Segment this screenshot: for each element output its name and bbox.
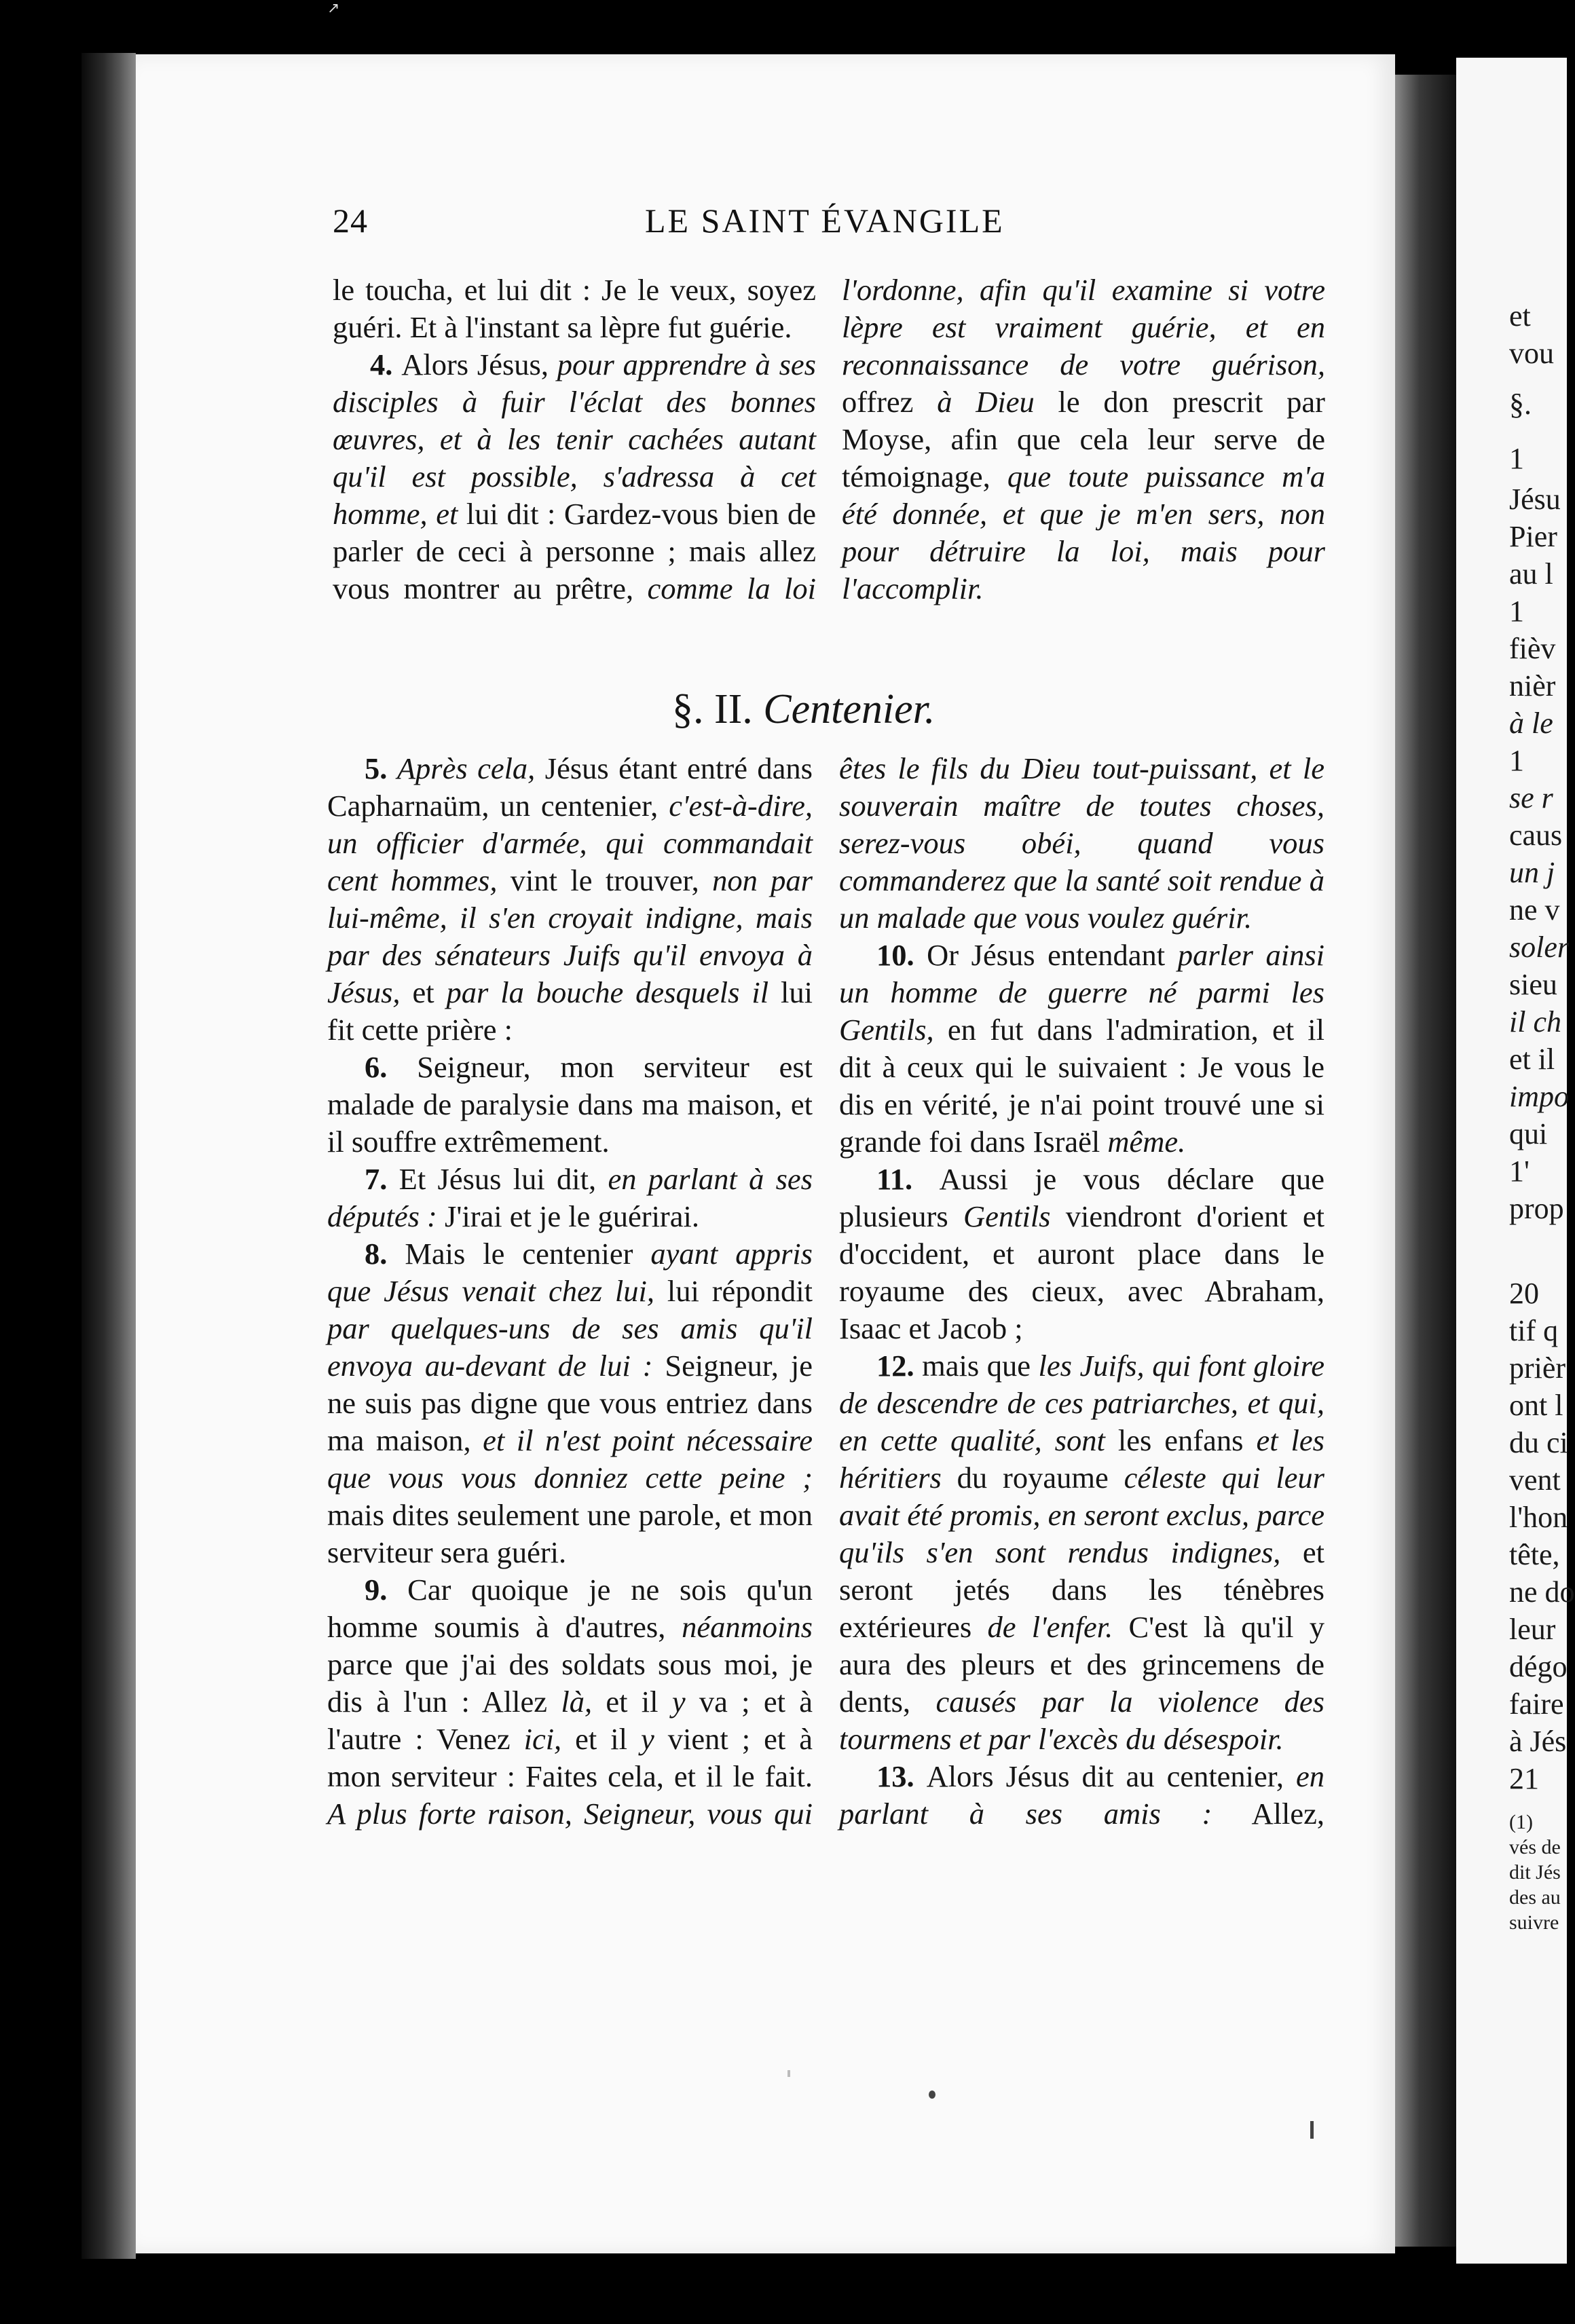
facing-page-text: un j: [1509, 856, 1555, 889]
facing-page-text: impo: [1509, 1080, 1569, 1113]
facing-page-text: Jésu: [1509, 483, 1561, 516]
scan-mark-icon: ↗: [327, 0, 340, 17]
facing-page-text: à Jés: [1509, 1725, 1567, 1758]
column-right-bottom: [839, 750, 1324, 1833]
verse-text: lui répondit: [654, 1274, 813, 1308]
facing-page-footnote: vés de: [1509, 1836, 1561, 1858]
facing-page-footnote: des au: [1509, 1886, 1561, 1909]
verse-number: 5.: [365, 751, 397, 785]
verse-text: et: [400, 975, 447, 1009]
verse-commentary: y: [641, 1722, 654, 1756]
running-title: LE SAINT ÉVANGILE: [645, 202, 1005, 240]
verse-text: vint le trouver,: [497, 863, 713, 897]
verse-paragraph: [333, 346, 816, 607]
facing-page-text: fièv: [1509, 632, 1556, 665]
facing-page-fragment: [1456, 58, 1575, 2264]
verse-commentary: même.: [1107, 1125, 1186, 1159]
facing-page-text: Pier: [1509, 520, 1557, 553]
verse-number: 11.: [876, 1162, 940, 1196]
verse-commentary: ayant appris que Jésus venait chez lui,: [327, 1237, 813, 1308]
verse-text: le don prescrit par Moyse, afin que cela leur serve de témoignage,: [842, 385, 1326, 493]
verse-commentary: par la bouche desquels il: [446, 975, 769, 1009]
facing-page-text: 1': [1509, 1155, 1530, 1188]
verse-text: va ; et à l'autre : Venez: [327, 1685, 813, 1756]
verse-text: vient ; et à mon serviteur : Faites cela, et il le fait.: [327, 1722, 813, 1793]
verse-number: 13.: [876, 1759, 927, 1793]
facing-page-text: soler: [1509, 931, 1569, 964]
facing-page-text: prièr: [1509, 1351, 1566, 1385]
verse-text: parce que j'ai des soldats sous moi, je dis à l'un : Allez: [327, 1647, 813, 1719]
verse-text: en fut dans l'admiration, et il dit à ceux qui le suivaient : Je vous le dis en vérité, je n'ai point trouvé une si grande foi dans Israël: [839, 1013, 1324, 1159]
page-gutter-shadow: [1395, 75, 1456, 2247]
page-number: 24: [333, 202, 368, 240]
verse-number: 4.: [370, 348, 402, 381]
facing-page-text: vent: [1509, 1463, 1561, 1497]
facing-page-text: l'hon: [1509, 1501, 1568, 1534]
verse-commentary: les Juifs, qui font gloire de descendre de ces patriarches, et qui, en cette qualité, sont: [839, 1349, 1324, 1457]
verse-text: Alors Jésus dit au centenier,: [926, 1759, 1296, 1793]
facing-page-text: du ci: [1509, 1426, 1568, 1459]
verse-text: J'irai et je le guérirai.: [437, 1199, 699, 1233]
verse-number: 6.: [365, 1050, 418, 1084]
verse-commentary: en parlant à ses amis :: [839, 1759, 1325, 1831]
verse-commentary: et les héritiers: [839, 1423, 1324, 1495]
verse-text: mais dites seulement une parole, et mon serviteur sera guéri.: [327, 1498, 813, 1569]
facing-page-text: dégo: [1509, 1650, 1568, 1683]
verse-text: les enfans: [1105, 1423, 1257, 1457]
verse-paragraph: [839, 750, 1324, 937]
verse-commentary: et il n'est point nécessaire que vous vous donniez cette peine ;: [327, 1423, 813, 1495]
verse-commentary: Après cela,: [396, 751, 536, 785]
verse-text: du royaume: [941, 1461, 1124, 1495]
facing-page-text: 1: [1509, 442, 1524, 475]
verse-text: Jésus étant entré dans Capharnaüm, un centenier,: [327, 751, 813, 823]
verse-paragraph: [327, 1235, 813, 1571]
verse-text: C'est là qu'il y aura des pleurs et des grincemens de dents,: [839, 1610, 1325, 1719]
verse-commentary: à Dieu: [937, 385, 1035, 419]
facing-page-text: §.: [1509, 388, 1532, 421]
facing-page-text: ne do: [1509, 1575, 1575, 1609]
book-spine-shadow: [81, 53, 136, 2259]
verse-paragraph: [842, 271, 1325, 607]
verse-commentary: ici,: [523, 1722, 562, 1756]
verse-commentary: en parlant à ses députés :: [327, 1162, 813, 1233]
facing-page-text: 20: [1509, 1277, 1539, 1310]
facing-page-text: nièr: [1509, 669, 1556, 702]
facing-page-text: ont l: [1509, 1389, 1563, 1422]
verse-paragraph: [327, 1049, 813, 1161]
facing-page-footnote: (1): [1509, 1811, 1533, 1833]
verse-text: et il: [561, 1722, 642, 1756]
verse-paragraph: [327, 1161, 813, 1235]
verse-number: 9.: [365, 1573, 408, 1607]
facing-page-footnote: suivre: [1509, 1911, 1559, 1934]
facing-page-text: sieu: [1509, 968, 1557, 1001]
verse-text: offrez: [842, 385, 938, 419]
verse-commentary: A plus forte raison, Seigneur, vous qui: [327, 1797, 813, 1831]
section-title: Centenier.: [763, 686, 935, 732]
verse-number: 7.: [365, 1162, 399, 1196]
verse-text: Or Jésus entendant: [927, 938, 1178, 972]
facing-page-text: 21: [1509, 1762, 1539, 1795]
ink-speck: [929, 2091, 935, 2099]
verse-commentary: céleste qui leur avait été promis, en seront exclus, parce qu'ils s'en sont rendus indignes,: [839, 1461, 1324, 1569]
verse-paragraph: [839, 1758, 1324, 1833]
verse-text: et seront jetés dans les ténèbres extérieures: [839, 1535, 1324, 1644]
column-left-bottom: [327, 750, 813, 1833]
verse-paragraph: [839, 937, 1324, 1161]
verse-text: mais que: [922, 1349, 1039, 1383]
facing-page-footnote: dit Jés: [1509, 1861, 1561, 1883]
verse-text: Allez,: [1212, 1797, 1324, 1831]
facing-page-text: 1: [1509, 744, 1524, 777]
facing-page-text: vou: [1509, 337, 1554, 370]
verse-text: viendront d'orient et d'occident, et auront place dans le royaume des cieux, avec Abraham, Isaac et Jacob ;: [839, 1199, 1325, 1345]
column-left-top: [333, 271, 816, 607]
verse-commentary: causés par la violence des tourmens et par l'excès du désespoir.: [839, 1685, 1325, 1756]
facing-page-text: ne v: [1509, 893, 1560, 926]
verse-text: Seigneur, je ne suis pas digne que vous entriez dans ma maison,: [327, 1349, 813, 1457]
ink-speck: [1310, 2121, 1314, 2139]
facing-page-text: leur: [1509, 1613, 1556, 1646]
verse-commentary: par quelques-uns de ses amis qu'il envoya au-devant de lui :: [327, 1311, 813, 1383]
verse-commentary: c'est-à-dire, un officier d'armée, qui commandait cent hommes,: [327, 789, 813, 897]
verse-commentary: de l'enfer.: [987, 1610, 1113, 1644]
facing-page-text: au l: [1509, 557, 1553, 591]
verse-commentary: l'ordonne, afin qu'il examine si votre lèpre est vraiment guérie, et en reconnaissance de votre guérison,: [842, 273, 1325, 381]
section-number: §. II.: [672, 686, 753, 732]
verse-commentary: êtes le fils du Dieu tout-puissant, et le souverain maître de toutes choses, serez-vous obéi, quand vous commanderez que la santé soit rendue à un malade que vous voulez guérir.: [839, 751, 1324, 935]
verse-commentary: comme la loi: [647, 571, 816, 605]
verse-paragraph: [333, 271, 816, 346]
verse-text: Mais le centenier: [405, 1237, 651, 1271]
facing-page-text: tif q: [1509, 1314, 1559, 1347]
verse-commentary: non par lui-même, il s'en croyait indigne, mais par des sénateurs Juifs qu'il envoya à Jésus,: [327, 863, 813, 1009]
verse-text: Seigneur, mon serviteur est malade de paralysie dans ma maison, et il souffre extrêmement.: [327, 1050, 813, 1159]
verse-number: 10.: [876, 938, 927, 972]
verse-commentary: y: [671, 1685, 686, 1719]
facing-page-text: et il: [1509, 1043, 1555, 1076]
verse-text: lui dit : Gardez-vous bien de parler de ceci à personne ; mais allez vous montrer au prêtre,: [333, 497, 817, 605]
section-heading: [672, 686, 1012, 740]
verse-text: et il: [592, 1685, 672, 1719]
verse-text: Alors Jésus,: [401, 348, 557, 381]
verse-commentary: néanmoins: [682, 1610, 813, 1644]
facing-page-text: 1: [1509, 595, 1524, 628]
facing-page-text: à le: [1509, 707, 1553, 740]
verse-number: 8.: [365, 1237, 405, 1271]
column-right-top: [842, 271, 1325, 607]
verse-text: Car quoique je ne sois qu'un homme soumis à d'autres,: [327, 1573, 813, 1644]
verse-commentary: là,: [561, 1685, 593, 1719]
verse-text: le toucha, et lui dit : Je le veux, soyez guéri. Et à l'instant sa lèpre fut guérie.: [333, 273, 816, 344]
verse-text: Aussi je vous déclare que plusieurs: [839, 1162, 1324, 1233]
verse-commentary: parler ainsi un homme de guerre né parmi les Gentils,: [839, 938, 1325, 1047]
ink-speck: [788, 2070, 790, 2077]
verse-commentary: pour apprendre à ses disciples à fuir l'éclat des bonnes œuvres, et à les tenir cachées autant qu'il est possible, s'adressa à cet homme, et: [333, 348, 816, 531]
facing-page-text: et: [1509, 299, 1531, 333]
verse-paragraph: [327, 750, 813, 1049]
facing-page-text: tête,: [1509, 1538, 1560, 1571]
facing-page-text: prop: [1509, 1192, 1564, 1225]
facing-page-text: qui: [1509, 1117, 1548, 1150]
verse-text: lui fit cette prière :: [327, 975, 813, 1047]
verse-paragraph: [839, 1161, 1324, 1347]
verse-commentary: Gentils: [963, 1199, 1051, 1233]
facing-page-text: se r: [1509, 781, 1553, 814]
verse-paragraph: [839, 1347, 1324, 1758]
verse-paragraph: [327, 1571, 813, 1833]
verse-text: Et Jésus lui dit,: [399, 1162, 608, 1196]
facing-page-text: caus: [1509, 819, 1563, 852]
verse-commentary: que toute puissance m'a été donnée, et que je m'en sers, non pour détruire la loi, mais pour l'accomplir.: [842, 460, 1325, 605]
facing-page-text: faire: [1509, 1687, 1564, 1721]
facing-page-text: il ch: [1509, 1005, 1561, 1038]
verse-number: 12.: [876, 1349, 923, 1383]
